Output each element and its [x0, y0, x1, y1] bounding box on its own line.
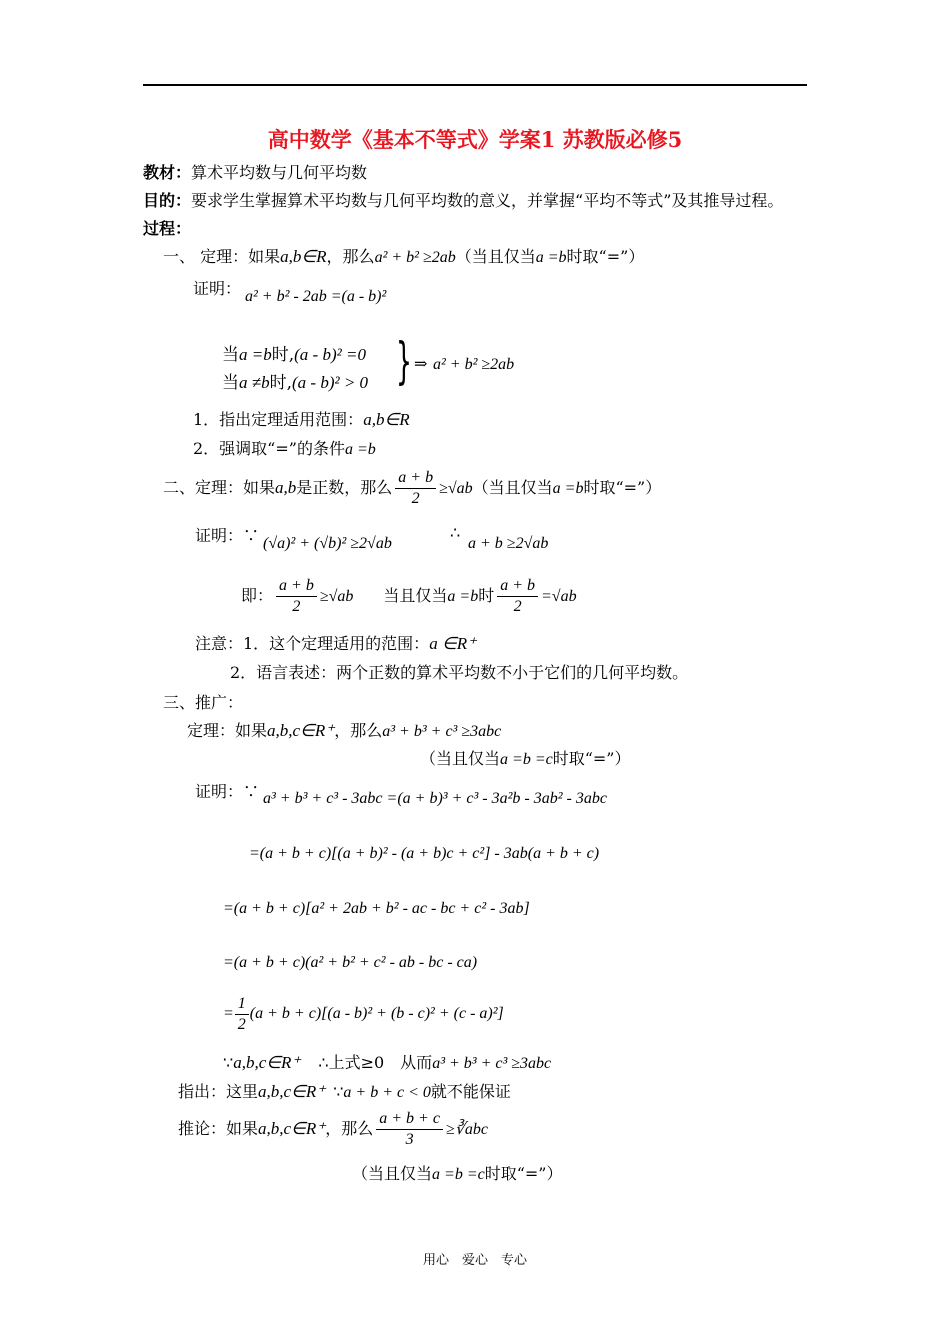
s3-line5-eq: = [223, 1005, 234, 1023]
s3-cor-fraction [376, 1109, 443, 1150]
therefore-symbol: ∴ [450, 523, 461, 542]
material-line [143, 160, 367, 183]
s3-proof-line2: =(a + b + c)[(a + b)² - (a + b)c + c²] - 3ab(a + b + c) [249, 845, 600, 862]
s2-eq-num: a + b [497, 576, 538, 597]
s1-case1-expr: (a - b)² =0 [294, 345, 366, 364]
s3-proof-label: 证明：∵ [195, 782, 260, 801]
s3-point-math: a,b,c∈R⁺ [258, 1082, 326, 1101]
s1-formula: a² + b² ≥2ab [374, 249, 456, 266]
s1-note2-pre: 2．强调取“=”的条件 [193, 439, 345, 458]
s3-cor-eq: a =b =c [432, 1166, 485, 1183]
s3-point-expr: a + b + c < 0 [343, 1084, 431, 1101]
s1-case2-math: a ≠b [239, 373, 270, 392]
s3-cor-condition [352, 1161, 563, 1184]
s1-then: ，那么 [326, 247, 375, 266]
s1-note2 [193, 436, 376, 459]
because-symbol: ∵ [333, 1082, 344, 1101]
s3-thm-cond: （当且仅当 [420, 749, 501, 768]
s3-line5-den: 2 [237, 1016, 246, 1033]
material-label: 教材： [143, 163, 192, 182]
s3-proof-line4: =(a + b + c)(a² + b² + c² - ab - bc - ca) [223, 954, 478, 971]
s1-case2-pre: 当 [222, 373, 239, 393]
s3-so-math: a³ + b³ + c³ ≥3abc [432, 1055, 552, 1072]
s1-cond: （当且仅当 [455, 247, 536, 266]
s2-when-math: a =b [447, 588, 479, 605]
s1-result: a² + b² ≥2ab [433, 356, 515, 373]
s2-eq: a =b [552, 480, 584, 497]
s1-vars: a,b∈R [280, 247, 327, 266]
s2-frac-num: a + b [395, 468, 436, 489]
s2-eq-fraction [497, 576, 538, 617]
s3-head: 三、推广： [163, 693, 244, 712]
goal-line [143, 188, 783, 211]
s2-proof-label: 证明：∵ [195, 526, 260, 545]
s2-frac-den: 2 [411, 490, 420, 507]
s2-eq-den: 2 [513, 598, 522, 615]
s2-rhs: ≥√ab [439, 480, 473, 497]
s3-line5-fraction [235, 994, 249, 1035]
s2-eq-rhs: =√ab [541, 588, 577, 605]
s3-cor-num: a + b + c [376, 1109, 443, 1130]
s3-thm-vars: a,b,c∈R⁺ [267, 721, 335, 740]
s1-note2-math: a =b [344, 441, 376, 458]
since-symbol: ∵ [223, 1053, 234, 1072]
s3-thm-eq: a =b =c [500, 751, 553, 768]
s3-point-post: 就不能保证 [430, 1082, 511, 1101]
s1-cond-end: 时取“=”） [566, 247, 645, 266]
s1-case2-post: 时, [269, 373, 292, 393]
s1-case1 [222, 340, 366, 365]
s2-note1-math: a ∈R⁺ [429, 634, 477, 653]
s2-mid: 是正数，那么 [296, 478, 393, 497]
s3-thm-cond-end: 时取“=”） [552, 749, 631, 768]
s2-cond: （当且仅当 [472, 478, 553, 497]
s3-proof-line1: a³ + b³ + c³ - 3abc =(a + b)³ + c³ - 3a²b - 3ab² - 3abc [263, 790, 607, 807]
page-footer: 用心 爱心 专心 [422, 1253, 527, 1268]
s3-cor-math: a,b,c∈R⁺ [258, 1119, 326, 1138]
material-text: 算术平均数与几何平均数 [191, 163, 368, 182]
s1-case1-math: a =b [239, 345, 272, 364]
s1-note1 [193, 407, 410, 430]
s3-thm-condition [420, 746, 631, 769]
s2-when-pre: 当且仅当 [383, 586, 448, 605]
s2-head: 二、定理：如果 [163, 478, 276, 497]
s2-ie-fraction [276, 576, 317, 617]
s3-thm-formula: a³ + b³ + c³ ≥3abc [382, 723, 502, 740]
s2-ie-den: 2 [292, 598, 301, 615]
s1-eq: a =b [535, 249, 567, 266]
s1-note1-math: a,b∈R [363, 410, 410, 429]
process-label: 过程： [143, 219, 192, 238]
header-rule [143, 84, 807, 86]
s1-proof-line: a² + b² - 2ab =(a - b)² [245, 288, 387, 305]
s2-when-post: 时 [478, 586, 495, 605]
right-brace: } [396, 332, 412, 390]
section2-theorem [163, 468, 661, 509]
s3-so-text: ∴上式≥0 从而 [318, 1053, 433, 1072]
section1-theorem [163, 244, 644, 267]
s1-note1-pre: 1．指出定理适用范围： [193, 410, 364, 429]
s3-corollary [178, 1109, 488, 1150]
s2-ie-num: a + b [276, 576, 317, 597]
s3-line5-num: 1 [235, 994, 249, 1015]
s3-cor-rhs: ≥∛abc [445, 1121, 489, 1138]
s3-cor-then: ，那么 [325, 1119, 374, 1138]
s3-line5-rest: (a + b + c)[(a - b)² + (b - c)² + (c - a)²] [249, 1005, 504, 1023]
s2-proof-expr: (√a)² + (√b)² ≥2√ab [263, 535, 392, 552]
implies-arrow: ⇒ [414, 354, 428, 373]
s2-therefore-expr: a + b ≥2√ab [468, 535, 549, 552]
s2-note1 [195, 631, 476, 654]
s2-ie-rhs: ≥√ab [319, 588, 354, 605]
s3-point-pre: 指出：这里 [178, 1082, 259, 1101]
s2-note1-pre: 注意：1．这个定理适用的范围： [195, 634, 430, 653]
page-title: 高中数学《基本不等式》学案1 苏教版必修5 [267, 127, 683, 152]
s3-cor-cond-end: 时取“=”） [484, 1164, 563, 1183]
s2-ie-line [241, 576, 577, 617]
s3-cor-pre: 推论：如果 [178, 1119, 259, 1138]
s1-case2 [222, 368, 368, 393]
s1-proof-label: 证明： [193, 279, 242, 298]
goal-label: 目的： [143, 191, 192, 210]
s3-since-math: a,b,c∈R⁺ [233, 1053, 301, 1072]
s3-theorem [187, 718, 501, 741]
s3-proof-line5 [223, 994, 504, 1035]
s1-case1-pre: 当 [222, 345, 239, 365]
s3-cor-cond: （当且仅当 [352, 1164, 433, 1183]
s1-case2-expr: (a - b)² > 0 [292, 373, 369, 392]
s1-head: 一、 定理：如果 [163, 247, 281, 266]
s2-cond-end: 时取“=”） [583, 478, 662, 497]
s3-cor-den: 3 [405, 1131, 414, 1148]
s2-vars: a,b [275, 478, 297, 497]
s1-case1-post: 时, [271, 345, 295, 365]
s2-note2: 2．语言表述：两个正数的算术平均数不小于它们的几何平均数。 [230, 663, 689, 682]
s3-since-line [223, 1050, 551, 1073]
s3-thm-then: ，那么 [334, 721, 383, 740]
s2-fraction [395, 468, 436, 509]
s3-thm-pre: 定理：如果 [187, 721, 268, 740]
s3-point-line [178, 1079, 511, 1102]
s2-ie-label: 即： [241, 586, 274, 605]
goal-text: 要求学生掌握算术平均数与几何平均数的意义，并掌握“平均不等式”及其推导过程。 [191, 191, 784, 210]
s3-proof-line3: =(a + b + c)[a² + 2ab + b² - ac - bc + c² - 3ab] [223, 900, 530, 917]
